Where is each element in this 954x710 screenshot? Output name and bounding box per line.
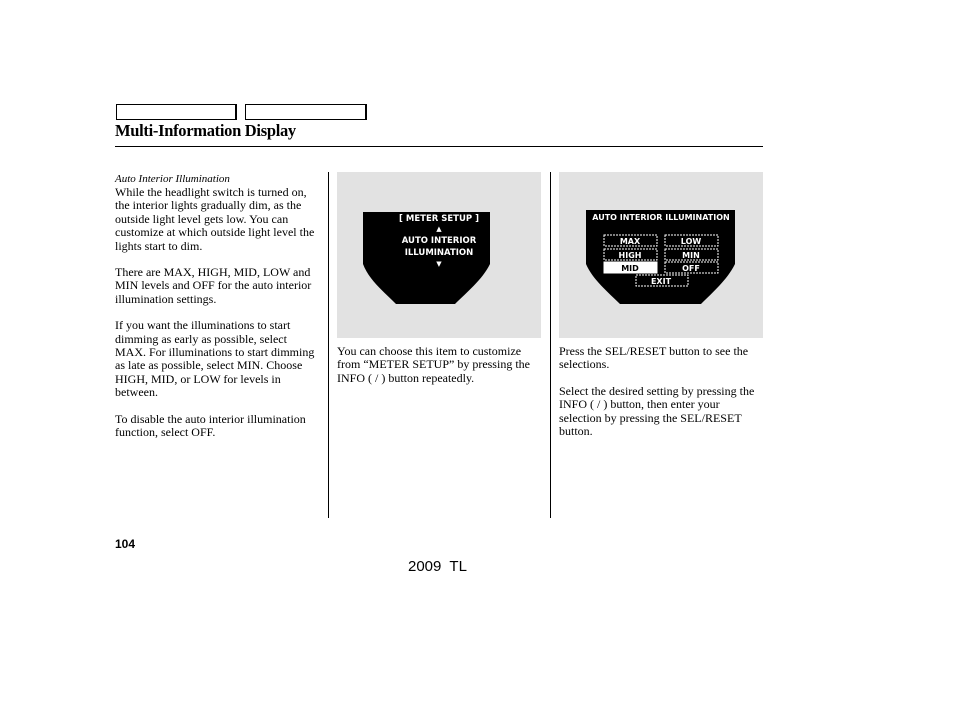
option-high-label: HIGH	[618, 251, 642, 260]
meter-setup-header: [ METER SETUP ]	[399, 214, 479, 224]
header-tab-box-2	[245, 104, 367, 120]
header-rule	[115, 146, 763, 147]
meter-setup-panel	[337, 172, 541, 338]
right-paragraph-2: Select the desired setting by pressing the INFO ( / ) button, then enter your selection by pressing the SEL/RESET button.	[559, 383, 755, 439]
option-mid-label: MID	[621, 264, 639, 273]
option-exit-label: EXIT	[650, 277, 672, 286]
right-paragraph-1: Press the SEL/RESET button to see the selections.	[559, 344, 749, 372]
up-arrow-icon: ▲	[436, 225, 442, 233]
column-divider-2	[550, 172, 551, 518]
footer-model: 2009 TL	[408, 558, 467, 575]
middle-paragraph-1: You can choose this item to customize from “METER SETUP” by pressing the INFO ( / ) button repeatedly.	[337, 344, 530, 385]
right-column-text	[559, 345, 765, 451]
illumination-display	[559, 172, 763, 338]
section-heading: Auto Interior Illumination	[115, 173, 230, 185]
option-max-label: MAX	[619, 237, 641, 246]
display-line-1: AUTO INTERIOR	[401, 236, 477, 246]
left-paragraph-1: While the headlight switch is turned on, the interior lights gradually dim, as the outside light level gets low. You can customize at which outside light level the lights start to dim.	[115, 185, 315, 253]
left-paragraph-2: There are MAX, HIGH, MID, LOW and MIN levels and OFF for the auto interior illumination settings.	[115, 265, 312, 306]
page-title: Multi-Information Display	[115, 121, 296, 140]
option-min-label: MIN	[682, 251, 700, 260]
middle-column-text	[337, 345, 543, 398]
header-tab-box-1	[116, 104, 237, 120]
illumination-panel	[559, 172, 763, 338]
meter-setup-display	[337, 172, 541, 338]
illumination-header: AUTO INTERIOR ILLUMINATION	[592, 213, 730, 222]
left-paragraph-4: To disable the auto interior illumination function, select OFF.	[115, 411, 306, 440]
option-off-label: OFF	[682, 264, 700, 273]
option-low-label: LOW	[680, 237, 702, 246]
left-paragraph-3: If you want the illuminations to start dimming as early as possible, select MAX. For illuminations to start dimming as late as possible, select MIN. Choose HIGH, MID, or LOW for levels in between.	[115, 318, 315, 400]
page-number: 104	[115, 537, 136, 551]
option-mid-selected	[604, 262, 657, 273]
display-line-2: ILLUMINATION	[404, 248, 474, 258]
column-divider-1	[328, 172, 329, 518]
left-column	[115, 173, 320, 453]
down-arrow-icon: ▼	[436, 260, 442, 268]
